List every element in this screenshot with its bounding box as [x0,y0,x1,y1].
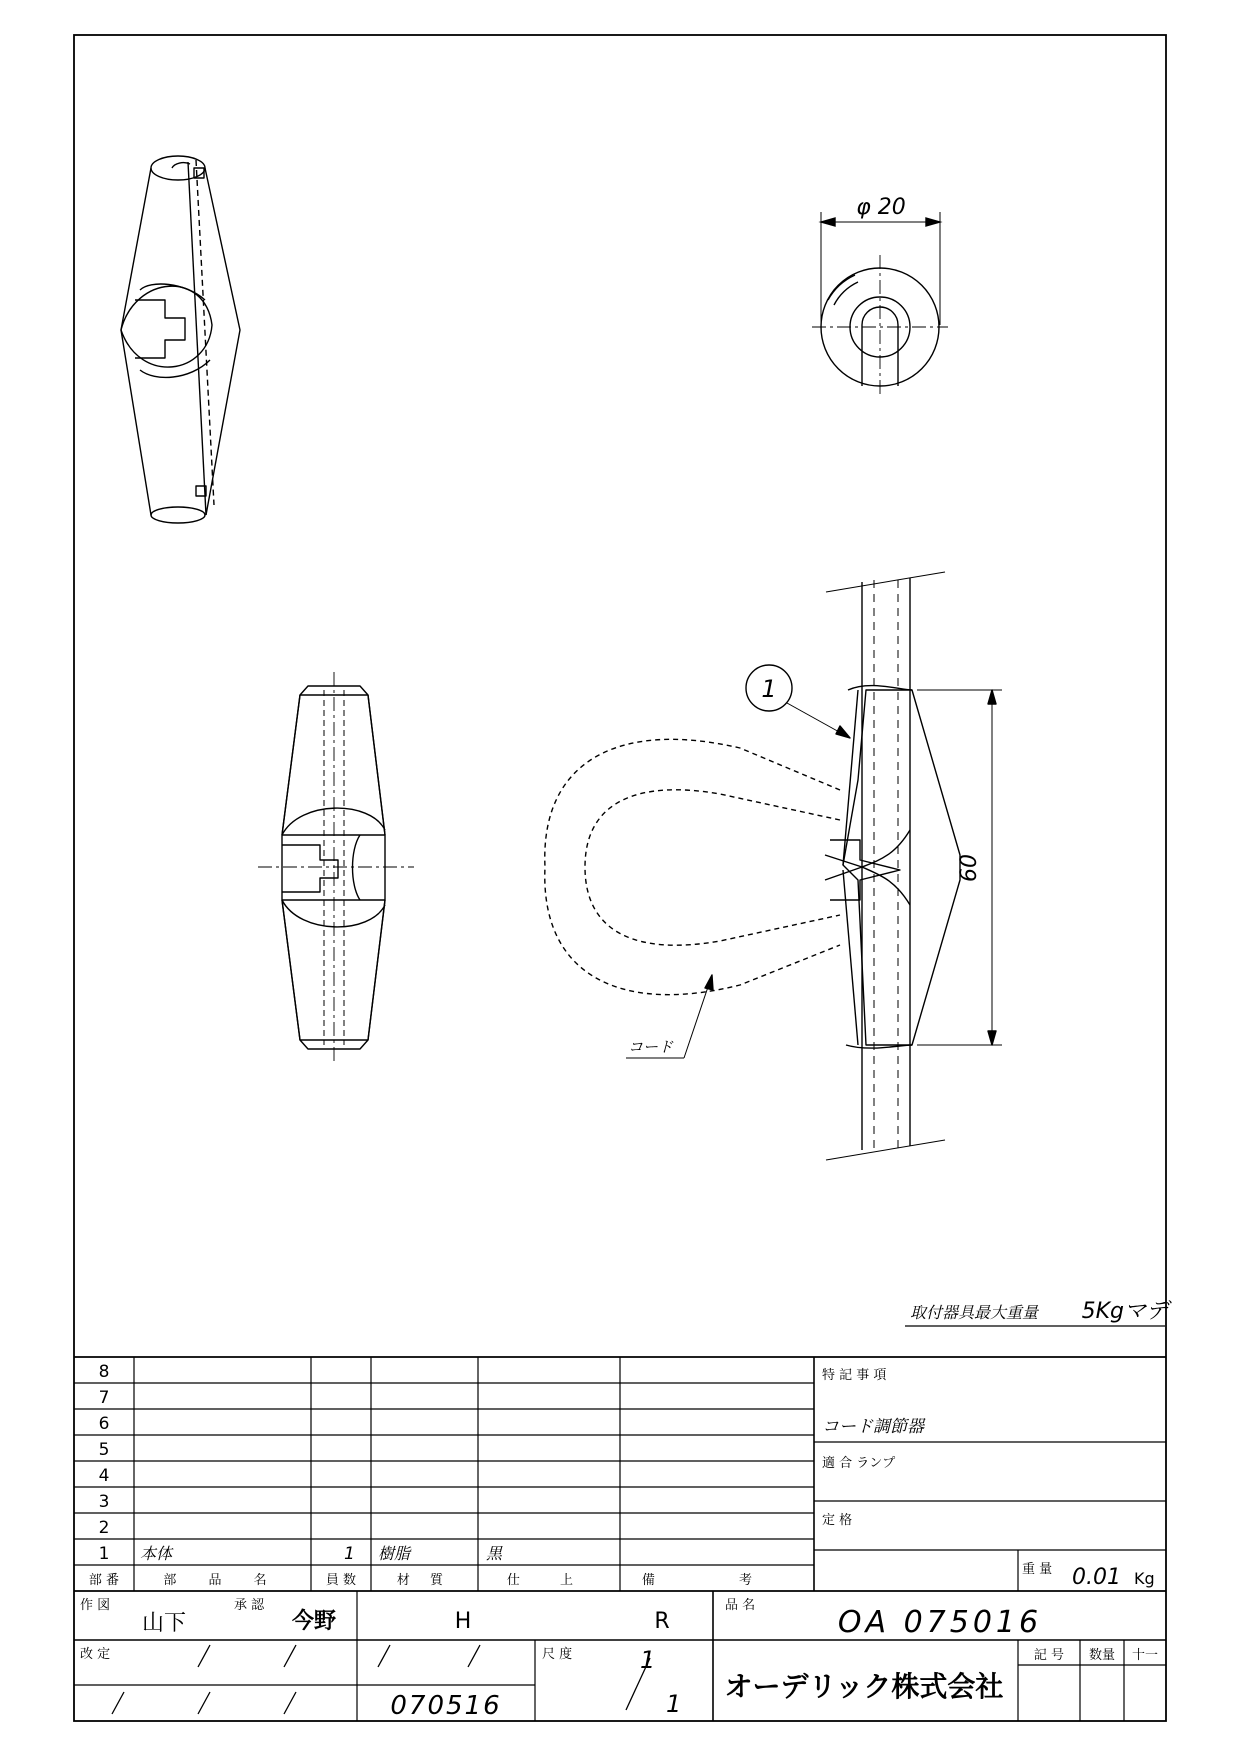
isometric-view [121,156,240,523]
row-number-7: 7 [98,1388,110,1408]
scale-numerator: 1 [640,1646,656,1674]
row-number-8: 8 [98,1362,110,1382]
approved-label: 承 認 [234,1598,265,1613]
company-name: オーデリック株式会社 [724,1670,1004,1703]
row-number-4: 4 [98,1466,110,1486]
dim-arrow-top [988,690,996,704]
max-weight-value: 5Kgマデ [1081,1299,1168,1324]
extra-label: 十一 [1131,1648,1159,1663]
header-finish: 仕 上 [506,1573,592,1588]
dim-arrow-left [821,218,835,226]
row1-material: 樹脂 [378,1544,411,1563]
compatible-lamp-label: 適 合 ランプ [822,1456,896,1471]
iso-slot-line [188,162,206,515]
cord-break-top [826,572,945,592]
iso-cross-slot [121,286,212,367]
cord-callout-arrow [705,975,713,990]
balloon-arrow [836,726,850,738]
front-view-cord-exit-top [862,830,910,867]
approved-by: 今野 [292,1609,337,1634]
header-remarks: 備 考 [641,1573,793,1588]
weight-unit: Kg [1134,1569,1155,1588]
front-view [545,572,1002,1160]
scale-label: 尺 度 [542,1647,573,1662]
weight-label: 重 量 [1022,1562,1053,1577]
quantity-label: 数量 [1088,1648,1116,1663]
h-mark: H [454,1609,472,1634]
iso-hook-slot [135,300,185,358]
product-description: コード調節器 [822,1417,924,1437]
front-view-left-upper [843,690,858,865]
product-code-label: 品 名 [725,1598,756,1613]
header-part-no: 部 番 [88,1573,120,1588]
header-material: 材 質 [396,1573,452,1588]
front-view-cord-exit-bottom [862,867,910,905]
parts-table-grid [74,1357,1166,1591]
r-mark: R [654,1609,670,1634]
iso-top-notch [172,163,190,168]
balloon-number: 1 [761,675,777,703]
top-view-arc-detail [828,275,855,300]
weight-value: 0.01 [1072,1565,1121,1590]
drawing-date: 070516 [390,1691,502,1721]
row1-finish: 黒 [486,1544,503,1563]
front-view-left-lower [843,870,858,1045]
row-number-2: 2 [98,1518,110,1538]
row1-part-name: 本体 [140,1544,173,1563]
scale-denominator: 1 [666,1690,682,1718]
drawn-by: 山下 [142,1611,187,1636]
side-view-slot-bottom [282,900,385,927]
side-view-taper-top [282,695,385,835]
side-view-hook [282,845,338,892]
dim-length-label: 60 [957,854,982,882]
side-view-slot-curve [353,835,361,900]
dim-diameter-label: φ 20 [856,195,906,220]
scale-fraction-bar [626,1658,650,1710]
row-number-5: 5 [98,1440,110,1460]
side-view-taper-bottom [282,900,385,1040]
row-number-3: 3 [98,1492,110,1512]
revision-label: 改 定 [80,1647,111,1662]
symbol-label: 記 号 [1033,1648,1065,1663]
cord-callout-label: コード [628,1038,674,1056]
top-view [812,212,948,396]
dim-arrow-right [926,218,940,226]
cord-loop-inner [585,790,840,945]
drawn-label: 作 図 [80,1598,111,1613]
row-number-6: 6 [98,1414,110,1434]
front-view-hook [830,840,900,900]
dim-arrow-bottom [988,1031,996,1045]
cord-break-bottom [826,1140,945,1160]
iso-bottom-ellipse [151,507,205,523]
side-view-slot-top [282,808,385,835]
row-number-1: 1 [98,1544,110,1564]
cord-loop-outer [545,739,840,994]
header-part-name: 部 品 名 [163,1573,281,1588]
header-qty: 員 数 [325,1573,357,1588]
side-view-outline [282,686,385,1049]
max-weight-note: 取付器具最大重量 [910,1303,1039,1322]
product-code: OA 075016 [837,1605,1043,1640]
side-view [258,672,414,1062]
rating-label: 定 格 [822,1513,853,1528]
iso-right-outline [205,168,240,515]
row1-qty: 1 [344,1544,355,1564]
special-notes-label: 特 記 事 項 [822,1368,887,1383]
